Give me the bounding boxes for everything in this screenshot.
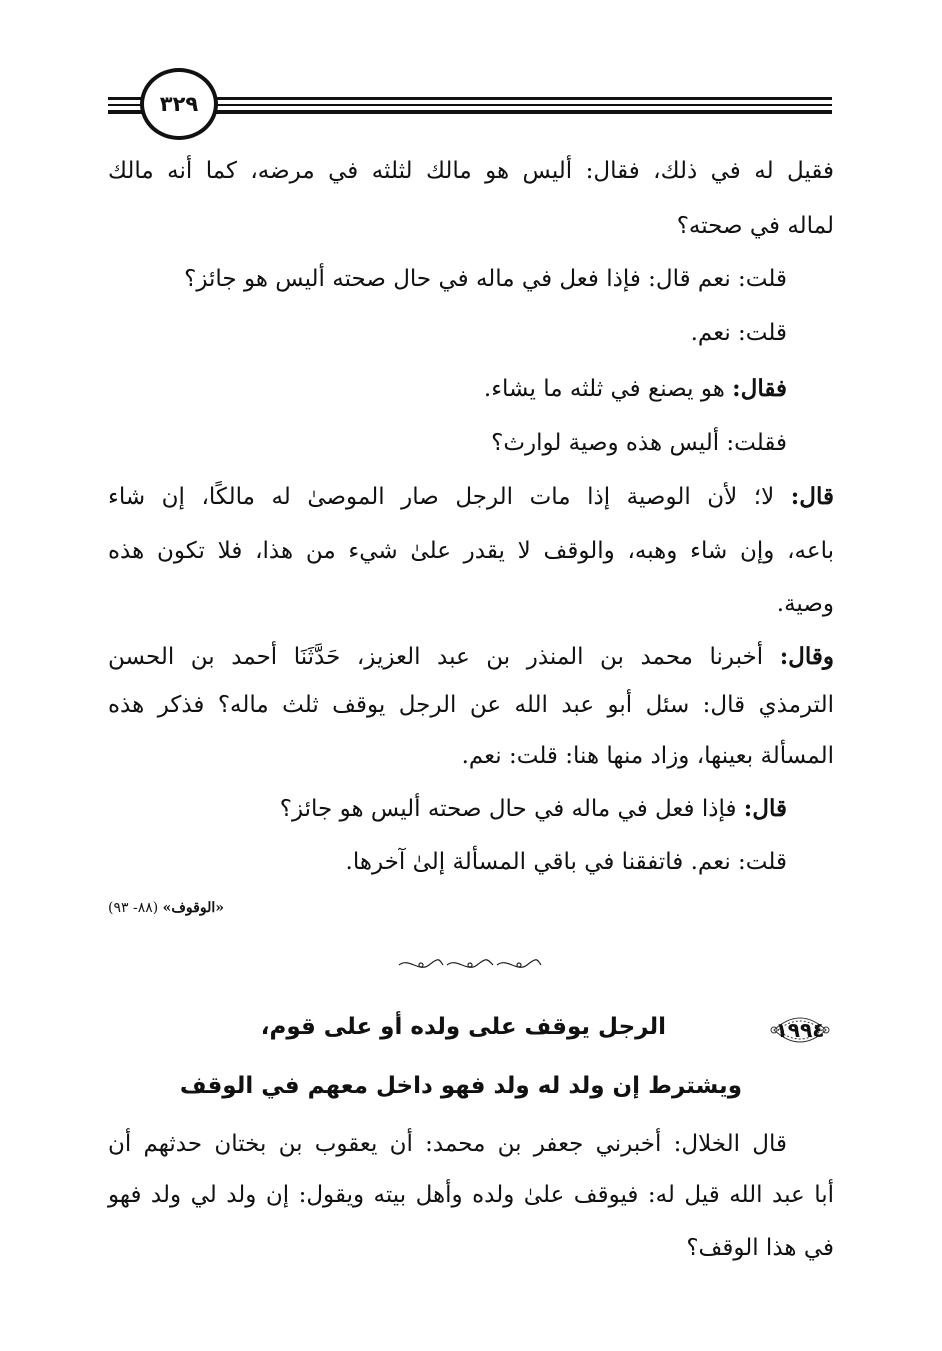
text-line: باعه، وإن شاء وهبه، والوقف لا يقدر علىٰ شيء من هذا، فلا تكون هذه xyxy=(108,538,834,564)
text-line xyxy=(484,377,787,401)
text-line: الترمذي قال: سئل أبو عبد الله عن الرجل يوقف ثلث ماله؟ فذكر هذه xyxy=(108,692,834,718)
text-segment: فإذا فعل في ماله في حال صحته أليس هو جائز؟ xyxy=(279,796,744,822)
text-line: أبا عبد الله قيل له: فيوقف علىٰ ولده وأهل بيته ويقول: إن ولد لي ولد فهو xyxy=(108,1182,834,1208)
text-line xyxy=(184,268,787,291)
text-line: قال الخلال: أخبرني جعفر بن محمد: أن يعقوب بن بختان حدثهم أن xyxy=(108,1131,787,1157)
text-line: فقلت: أليس هذه وصية لوارث؟ xyxy=(491,430,787,456)
text-line: فقيل له في ذلك، فقال: أليس هو مالك لثلثه في مرضه، كما أنه مالك xyxy=(108,158,834,184)
section-number: ١٩٩٤ xyxy=(775,1018,825,1042)
text-line xyxy=(108,485,834,509)
speaker-label: قال: xyxy=(743,795,787,822)
text-line: لماله في صحته؟ xyxy=(676,213,834,239)
section-title-line1: الرجل يوقف على ولده أو على قوم، xyxy=(260,1014,666,1040)
text-line: قلت: نعم. xyxy=(690,320,787,346)
speaker-label: قال: xyxy=(790,483,834,510)
text-segment: نعم قال: فإذا فعل في ماله في حال صحته أليس هو جائز؟ xyxy=(184,266,739,292)
text-segment: هو يصنع في ثلثه ما يشاء. xyxy=(483,376,733,402)
source-book: «الوقوف» xyxy=(162,900,224,916)
source-reference xyxy=(108,900,224,916)
speaker-label: وقال: xyxy=(779,643,834,670)
text-line xyxy=(280,797,787,821)
section-number-badge xyxy=(768,1008,832,1052)
speaker-label: قلت: xyxy=(738,266,787,292)
text-line: المسألة بعينها، وزاد منها هنا: قلت: نعم. xyxy=(461,743,834,769)
text-segment: لا؛ لأن الوصية إذا مات الرجل صار الموصىٰ له مالكًا، إن شاء xyxy=(108,484,791,510)
section-title-line2: ويشترط إن ولد له ولد فهو داخل معهم في الوقف xyxy=(179,1073,742,1099)
source-pages: (٨٨- ٩٣) xyxy=(108,900,163,916)
ornament-divider xyxy=(395,955,545,975)
text-segment: أخبرنا محمد بن المنذر بن عبد العزيز، حَدَّثَنَا أحمد بن الحسن xyxy=(108,644,780,670)
text-line: وصية. xyxy=(776,591,834,617)
page-number: ٣٢٩ xyxy=(140,68,218,140)
text-line xyxy=(108,645,834,669)
text-line: قلت: نعم. فاتفقنا في باقي المسألة إلىٰ آخرها. xyxy=(345,849,787,875)
speaker-label: فقال: xyxy=(732,375,787,402)
text-line: في هذا الوقف؟ xyxy=(686,1235,834,1261)
